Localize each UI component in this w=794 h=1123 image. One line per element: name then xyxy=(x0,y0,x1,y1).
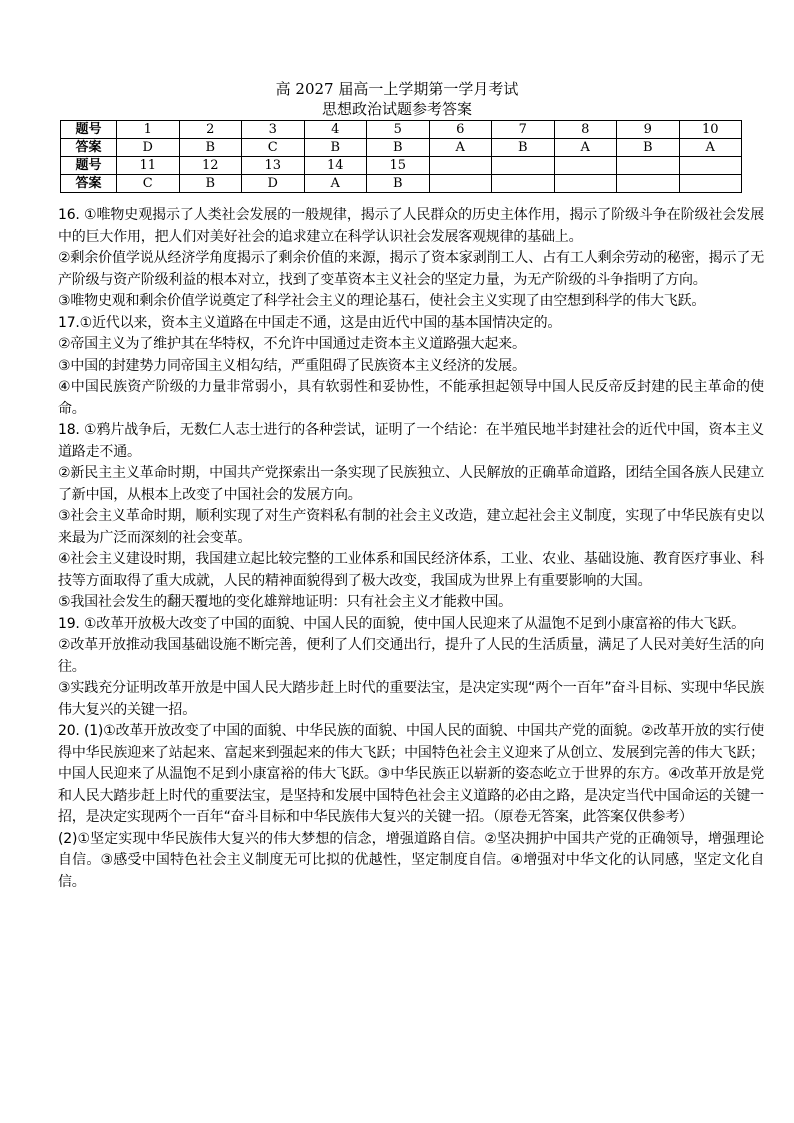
empty-cell xyxy=(554,175,617,193)
answer-cell: D xyxy=(242,175,305,193)
answer-cell: D xyxy=(117,139,180,157)
answer-cell: A xyxy=(554,139,617,157)
answer-cell: B xyxy=(304,139,367,157)
question-number-cell: 10 xyxy=(679,121,742,139)
answer-cell: B xyxy=(367,139,430,157)
answer-cell: B xyxy=(367,175,430,193)
q18-point-4: ④社会主义建设时期，我国建立起比较完整的工业体系和国民经济体系，工业、农业、基础设施、教育医疗事业、科技等方面取得了重大成就，人民的精神面貌得到了极大改变，我国成为世界上有重要影响的大国。 xyxy=(58,551,764,589)
q16-point-3: ③唯物史观和剩余价值学说奠定了科学社会主义的理论基石，使社会主义实现了由空想到科学的伟大飞跃。 xyxy=(58,293,706,309)
empty-cell xyxy=(492,175,555,193)
q18-point-2: ②新民主主义革命时期，中国共产党探索出一条实现了民族独立、人民解放的正确革命道路，团结全国各族人民建立了新中国，从根本上改变了中国社会的发展方向。 xyxy=(58,465,764,503)
q18-point-3: ③社会主义革命时期，顺利实现了对生产资料私有制的社会主义改造，建立起社会主义制度，实现了中华民族有史以来最为广泛而深刻的社会变革。 xyxy=(58,508,764,546)
empty-cell xyxy=(679,175,742,193)
question-number-cell: 4 xyxy=(304,121,367,139)
table-row xyxy=(61,175,742,193)
answer-cell: C xyxy=(242,139,305,157)
answer-cell: A xyxy=(429,139,492,157)
q16-point-2: ②剩余价值学说从经济学角度揭示了剩余价值的来源，揭示了资本家剥削工人、占有工人剩余劳动的秘密，揭示了无产阶级与资产阶级利益的根本对立，找到了变革资本主义社会的坚定力量，为无产阶级的斗争指明了方向。 xyxy=(58,250,764,288)
q19-point-1: 19. ①改革开放极大改变了中国的面貌、中国人民的面貌，使中国人民迎来了从温饱不足到小康富裕的伟大飞跃。 xyxy=(58,615,745,632)
question-number-cell: 5 xyxy=(367,121,430,139)
q16-point-1: 16. ①唯物史观揭示了人类社会发展的一般规律，揭示了人民群众的历史主体作用，揭示了阶级斗争在阶级社会发展中的巨大作用，把人们对美好社会的追求建立在科学认识社会发展客观规律的基础上。 xyxy=(58,207,764,245)
answer-label: 答案 xyxy=(61,139,117,157)
question-number-cell: 7 xyxy=(492,121,555,139)
question-number-cell: 14 xyxy=(304,157,367,175)
table-row xyxy=(61,139,742,157)
empty-cell xyxy=(617,157,680,175)
empty-cell xyxy=(617,175,680,193)
q18-point-1: 18. ①鸦片战争后，无数仁人志士进行的各种尝试，证明了一个结论：在半殖民地半封建社会的近代中国，资本主义道路走不通。 xyxy=(58,422,764,460)
question-number-cell: 11 xyxy=(117,157,180,175)
question-number-label: 题号 xyxy=(61,157,117,175)
answer-cell: B xyxy=(179,139,242,157)
table-row xyxy=(61,157,742,175)
answer-cell: C xyxy=(117,175,180,193)
empty-cell xyxy=(679,157,742,175)
answer-cell: A xyxy=(304,175,367,193)
answer-cell: B xyxy=(617,139,680,157)
q18-point-5: ⑤我国社会发生的翻天覆地的变化雄辩地证明：只有社会主义才能救中国。 xyxy=(58,594,512,610)
question-number-cell: 8 xyxy=(554,121,617,139)
question-number-cell: 9 xyxy=(617,121,680,139)
q17-point-2: ②帝国主义为了维护其在华特权，不允许中国通过走资本主义道路强大起来。 xyxy=(58,336,526,352)
table-row xyxy=(61,121,742,139)
q17-point-4: ④中国民族资产阶级的力量非常弱小，具有软弱性和妥协性，不能承担起领导中国人民反帝反封建的民主革命的使命。 xyxy=(58,379,764,417)
question-number-cell: 2 xyxy=(179,121,242,139)
answer-key-subtitle: 思想政治试题参考答案 xyxy=(321,100,472,118)
answer-cell: B xyxy=(492,139,555,157)
q20-part-2: (2)①坚定实现中华民族伟大复兴的伟大梦想的信念，增强道路自信。②坚决拥护中国共产党的正确领导，增强理论自信。③感受中国特色社会主义制度无可比拟的优越性，坚定制度自信。④增强对中华文化的认同感，坚定文化自信。 xyxy=(58,830,764,890)
question-number-cell: 15 xyxy=(367,157,430,175)
answer-table xyxy=(60,120,742,193)
q17-point-1: 17.①近代以来，资本主义道路在中国走不通，这是由近代中国的基本国情决定的。 xyxy=(58,314,562,331)
q17-point-3: ③中国的封建势力同帝国主义相勾结，严重阻碍了民族资本主义经济的发展。 xyxy=(58,357,526,374)
answer-label: 答案 xyxy=(61,175,117,193)
q19-point-2: ②改革开放推动我国基础设施不断完善，便利了人们交通出行，提升了人民的生活质量，满足了人民对美好生活的向往。 xyxy=(58,637,764,675)
question-number-label: 题号 xyxy=(61,121,117,139)
empty-cell xyxy=(429,157,492,175)
q20-part-1: 20. (1)①改革开放改变了中国的面貌、中华民族的面貌、中国人民的面貌、中国共产党的面貌。②改革开放的实行使得中华民族迎来了站起来、富起来到强起来的伟大飞跃；中国特色社会主义迎来了从创立、发展到完善的伟大飞跃；中国人民迎来了从温饱不足到小康富裕的伟大飞跃。③中华民族正以崭新的姿态屹立于世界的东方。④改革开放是党和人民大踏步赶上时代的重要法宝，是坚持和发展中国特色社会主义道路的必由之路，是决定当代中国命运的关键一招，是决定实现两个一百年“奋斗目标和中华民族伟大复兴的关键一招。（原卷无答案，此答案仅供参考） xyxy=(58,723,764,825)
q19-point-3: ③实践充分证明改革开放是中国人民大踏步赶上时代的重要法宝，是决定实现“两个一百年”奋斗目标、实现中华民族伟大复兴的关键一招。 xyxy=(58,680,764,718)
question-number-cell: 13 xyxy=(242,157,305,175)
answer-explanations xyxy=(58,205,764,893)
empty-cell xyxy=(554,157,617,175)
empty-cell xyxy=(492,157,555,175)
answer-cell: A xyxy=(679,139,742,157)
question-number-cell: 6 xyxy=(429,121,492,139)
question-number-cell: 12 xyxy=(179,157,242,175)
question-number-cell: 3 xyxy=(242,121,305,139)
question-number-cell: 1 xyxy=(117,121,180,139)
exam-title: 高 2027 届高一上学期第一学月考试 xyxy=(275,80,519,98)
answer-cell: B xyxy=(179,175,242,193)
empty-cell xyxy=(429,175,492,193)
